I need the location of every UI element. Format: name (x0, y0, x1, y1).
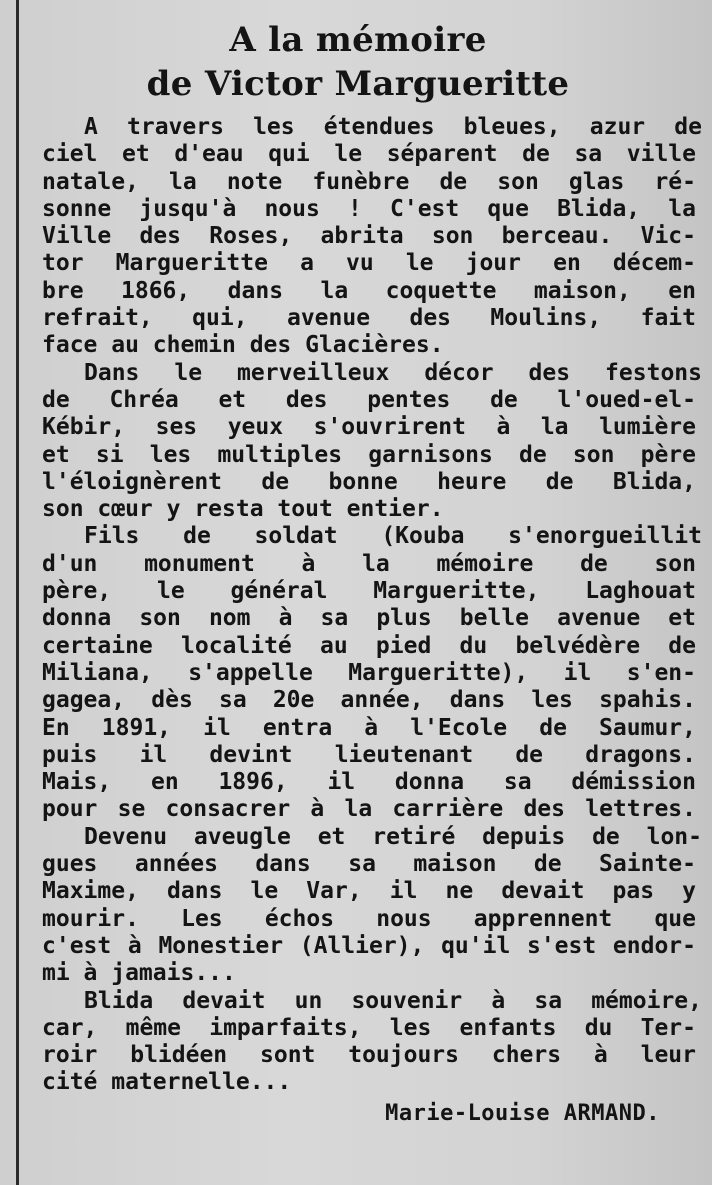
paragraph-4 (42, 823, 702, 988)
text-line: A travers les étendues bleues, azur de (84, 114, 702, 140)
text-line: En 1891, il entra à l'Ecole de Saumur, (42, 714, 696, 741)
text-line: puis il devint lieutenant de dragons. (42, 741, 696, 768)
text-line: d'un monument à la mémoire de son (42, 550, 696, 577)
text-line: car, même imparfaits, les enfants du Ter- (42, 1014, 696, 1041)
text-line: face au chemin des Glacières. (42, 332, 444, 359)
text-line: tor Margueritte a vu le jour en décem- (42, 250, 696, 277)
article (42, 18, 702, 1126)
text-line: donna son nom à sa plus belle avenue et (42, 605, 696, 632)
text-line: pour se consacrer à la carrière des lettres. (42, 796, 696, 823)
text-line: son cœur y resta tout entier. (42, 496, 444, 523)
paragraph-5 (42, 987, 702, 1097)
text-line: refrait, qui, avenue des Moulins, fait (42, 305, 696, 332)
text-line: Mais, en 1896, il donna sa démission (42, 769, 696, 796)
text-line: natale, la note funèbre de son glas ré- (42, 168, 696, 195)
paragraph-2 (42, 359, 702, 524)
paragraph-1 (42, 114, 702, 360)
text-line: mourir. Les échos nous apprennent que (42, 905, 696, 932)
text-line: Ville des Roses, abrita son berceau. Vic- (42, 223, 696, 250)
text-line: Dans le merveilleux décor des festons (84, 359, 702, 386)
text-line: cité maternelle... (42, 1069, 292, 1096)
text-line: et si les multiples garnisons de son père (42, 441, 696, 468)
text-line: de Chréa et des pentes de l'oued-el- (42, 386, 696, 413)
text-line: gagea, dès sa 20e année, dans les spahis. (42, 687, 696, 714)
headline-line-2: de Victor Margueritte (146, 64, 570, 104)
headline-line-1: A la mémoire (229, 20, 487, 60)
text-line: Devenu aveugle et retiré depuis de lon- (84, 823, 702, 850)
text-line: mi à jamais... (42, 960, 236, 987)
column-rule (16, 0, 19, 1185)
text-line: c'est à Monestier (Allier), qu'il s'est endor- (42, 932, 696, 959)
text-line: gues années dans sa maison de Sainte- (42, 851, 696, 878)
text-line: roir blidéen sont toujours chers à leur (42, 1042, 696, 1069)
text-line: certaine localité au pied du belvédère de (42, 632, 696, 659)
text-line: Fils de soldat (Kouba s'enorgueillit (84, 523, 702, 550)
text-line: Maxime, dans le Var, il ne devait pas y (42, 878, 696, 905)
text-line: Miliana, s'appelle Margueritte), il s'en- (42, 659, 696, 686)
text-line: Blida devait un souvenir à sa mémoire, (84, 987, 702, 1014)
text-line: bre 1866, dans la coquette maison, en (42, 277, 696, 304)
paragraph-3 (42, 523, 702, 823)
text-line: ciel et d'eau qui le séparent de sa ville (42, 141, 696, 168)
text-line: sonne jusqu'à nous ! C'est que Blida, la (42, 195, 696, 222)
text-line: Kébir, ses yeux s'ouvrirent à la lumière (42, 414, 696, 441)
text-line: père, le général Margueritte, Laghouat (42, 578, 696, 605)
author-signature: Marie-Louise ARMAND. (385, 1100, 660, 1126)
headline (38, 18, 678, 106)
text-line: l'éloignèrent de bonne heure de Blida, (42, 468, 696, 495)
